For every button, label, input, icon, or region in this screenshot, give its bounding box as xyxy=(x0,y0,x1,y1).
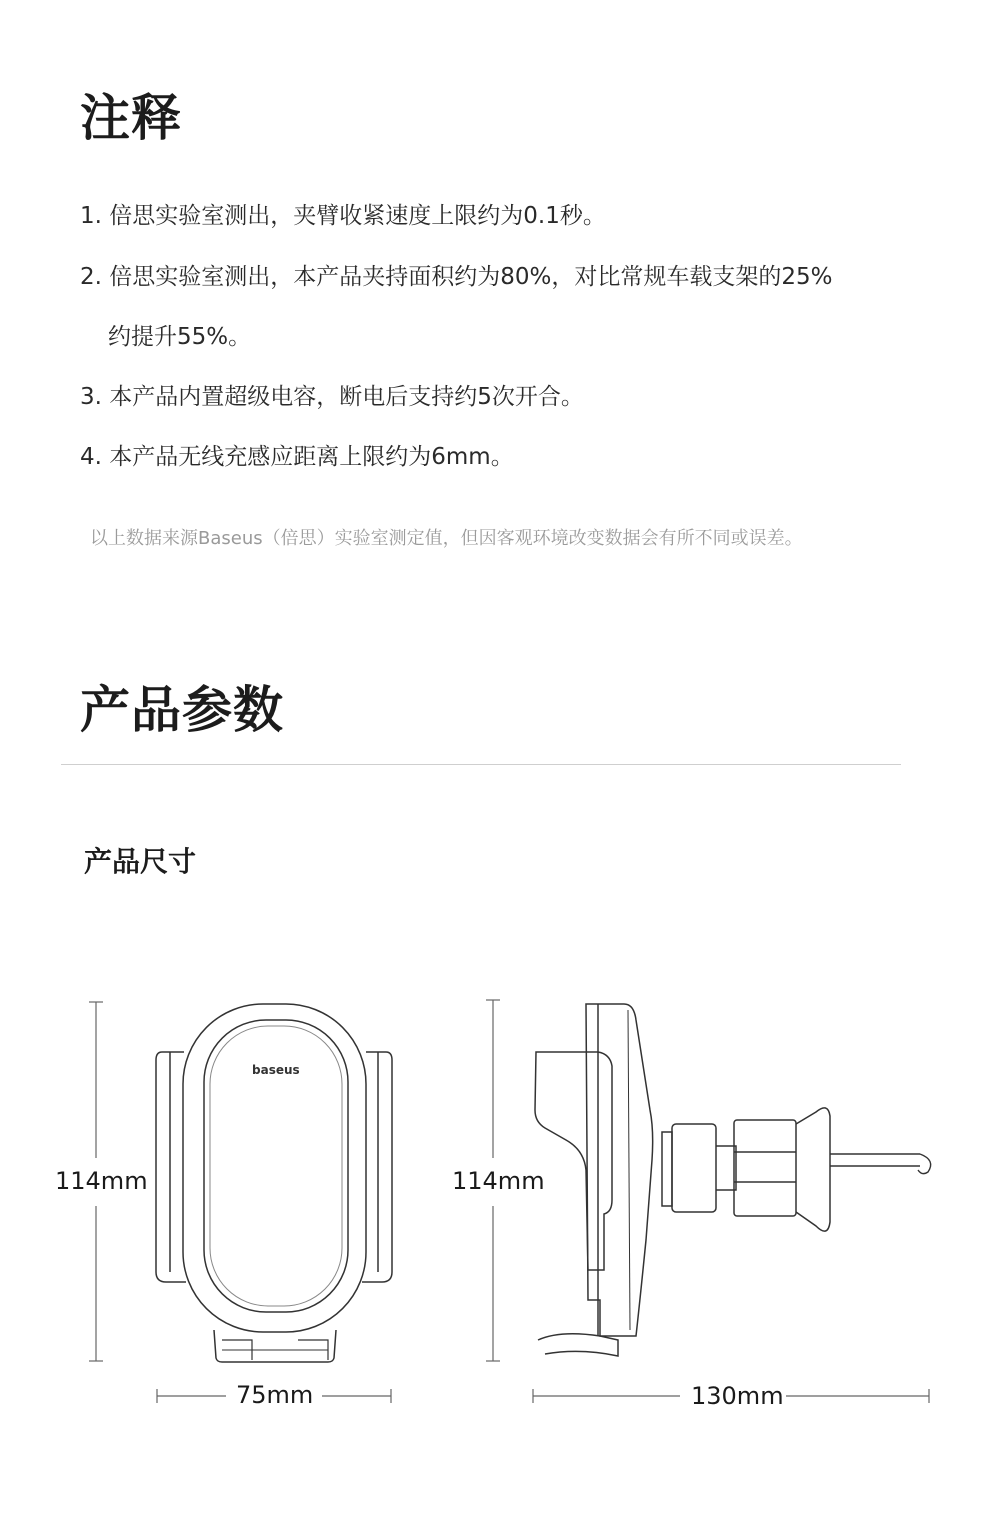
disclaimer: 以上数据来源Baseus（倍思）实验室测定值，但因客观环境改变数据会有所不同或误差。 xyxy=(90,528,803,549)
note-item-2: 2. 倍思实验室测出，本产品夹持面积约为80%，对比常规车载支架的25% xyxy=(80,264,833,290)
specs-title: 产品参数 xyxy=(80,681,284,739)
note-item-2-cont: 约提升55%。 xyxy=(108,324,252,350)
front-height-label: 114mm xyxy=(55,1167,148,1195)
front-view-device xyxy=(156,1004,392,1362)
side-height-label: 114mm xyxy=(452,1167,545,1195)
dimensions-title: 产品尺寸 xyxy=(84,845,197,878)
brand-logo: baseus xyxy=(252,1063,300,1077)
notes-title: 注释 xyxy=(80,89,182,147)
side-depth-label: 130mm xyxy=(691,1382,784,1410)
note-item-3: 3. 本产品内置超级电容，断电后支持约5次开合。 xyxy=(80,384,584,410)
front-width-label: 75mm xyxy=(236,1381,314,1409)
side-view-device xyxy=(535,1004,931,1356)
note-item-1: 1. 倍思实验室测出，夹臂收紧速度上限约为0.1秒。 xyxy=(80,203,606,229)
note-item-4: 4. 本产品无线充感应距离上限约为6mm。 xyxy=(80,444,514,470)
